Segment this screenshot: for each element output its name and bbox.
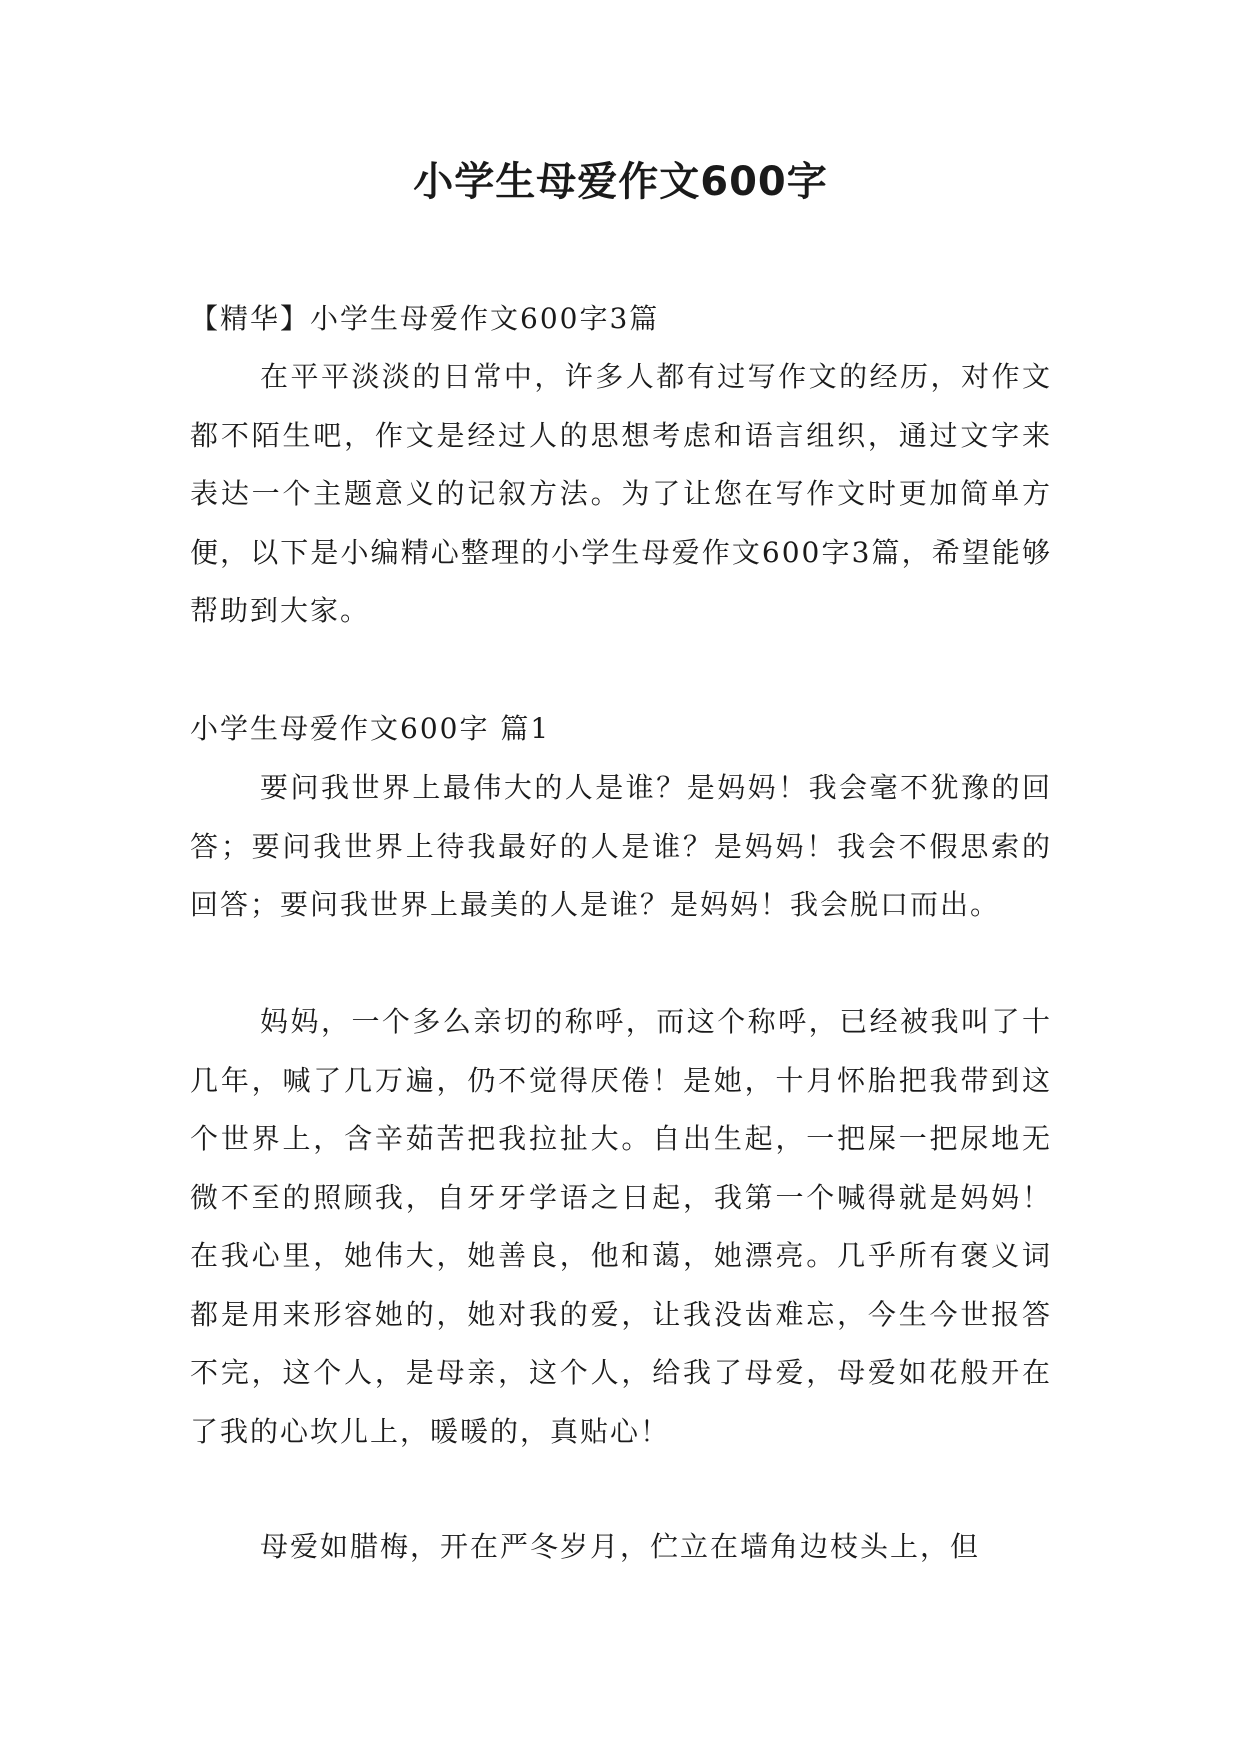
body-paragraph: 要问我世界上最伟大的人是谁？是妈妈！我会毫不犹豫的回答；要问我世界上待我最好的人是谁？是妈妈！我会不假思索的回答；要问我世界上最美的人是谁？是妈妈！我会脱口而出。 bbox=[190, 771, 1052, 921]
body-paragraph: 母爱如腊梅，开在严冬岁月，伫立在墙角边枝头上，但 bbox=[260, 1530, 981, 1563]
body-paragraph: 妈妈，一个多么亲切的称呼，而这个称呼，已经被我叫了十几年，喊了几万遍，仍不觉得厌倦！是她，十月怀胎把我带到这个世界上，含辛茹苦把我拉扯大。自出生起，一把屎一把尿地无微不至的照顾我，自牙牙学语之日起，我第一个喊得就是妈妈！在我心里，她伟大，她善良，他和蔼，她漂亮。几乎所有褒义词都是用来形容她的，她对我的爱，让我没齿难忘，今生今世报答不完，这个人，是母亲，这个人，给我了母爱，母爱如花般开在了我的心坎儿上，暖暖的，真贴心！ bbox=[190, 1005, 1052, 1448]
section-heading: 小学生母爱作文600字 篇1 bbox=[190, 712, 551, 745]
document-subtitle: 【精华】小学生母爱作文600字3篇 bbox=[190, 302, 660, 335]
intro-paragraph: 在平平淡淡的日常中，许多人都有过写作文的经历，对作文都不陌生吧，作文是经过人的思想考虑和语言组织，通过文字来表达一个主题意义的记叙方法。为了让您在写作文时更加简单方便，以下是小编精心整理的小学生母爱作文600字3篇，希望能够帮助到大家。 bbox=[190, 360, 1052, 627]
document-title: 小学生母爱作文600字 bbox=[413, 159, 828, 205]
